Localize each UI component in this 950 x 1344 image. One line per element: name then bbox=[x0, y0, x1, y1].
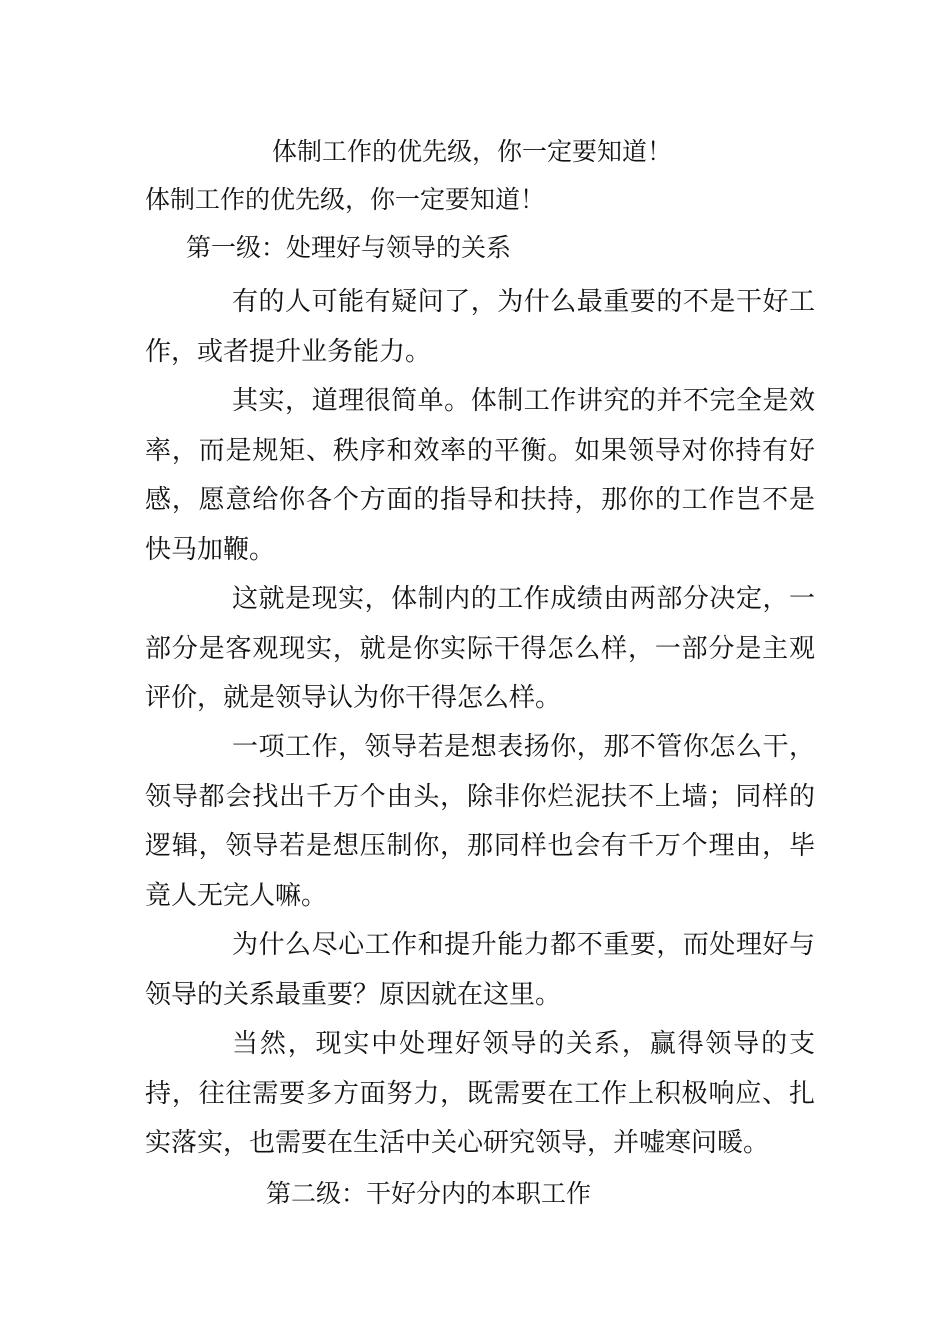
section-heading-1: 第一级：处理好与领导的关系 bbox=[186, 233, 512, 262]
paragraph-4: 一项工作，领导若是想表扬你，那不管你怎么干，领导都会找出千万个由头，除非你烂泥扶不上墙；同样的逻辑，领导若是想压制你，那同样也会有千万个理由，毕竟人无完人嘛。 bbox=[145, 732, 815, 911]
paragraph-3: 这就是现实，体制内的工作成绩由两部分决定，一部分是客观现实，就是你实际干得怎么样，一部分是主观评价，就是领导认为你干得怎么样。 bbox=[145, 584, 815, 713]
paragraph-5: 为什么尽心工作和提升能力都不重要，而处理好与领导的关系最重要？原因就在这里。 bbox=[145, 930, 815, 1010]
document-title: 体制工作的优先级，你一定要知道！ bbox=[272, 137, 673, 166]
paragraph-2: 其实，道理很简单。体制工作讲究的并不完全是效率，而是规矩、秩序和效率的平衡。如果领导对你持有好感，愿意给你各个方面的指导和扶持，那你的工作岂不是快马加鞭。 bbox=[145, 386, 815, 565]
document-subtitle: 体制工作的优先级，你一定要知道！ bbox=[145, 185, 546, 214]
paragraph-1: 有的人可能有疑问了，为什么最重要的不是干好工作，或者提升业务能力。 bbox=[145, 287, 815, 367]
paragraph-6: 当然，现实中处理好领导的关系，赢得领导的支持，往往需要多方面努力，既需要在工作上积极响应、扎实落实，也需要在生活中关心研究领导，并嘘寒问暖。 bbox=[145, 1029, 815, 1158]
section-heading-2: 第二级：干好分内的本职工作 bbox=[266, 1179, 592, 1208]
